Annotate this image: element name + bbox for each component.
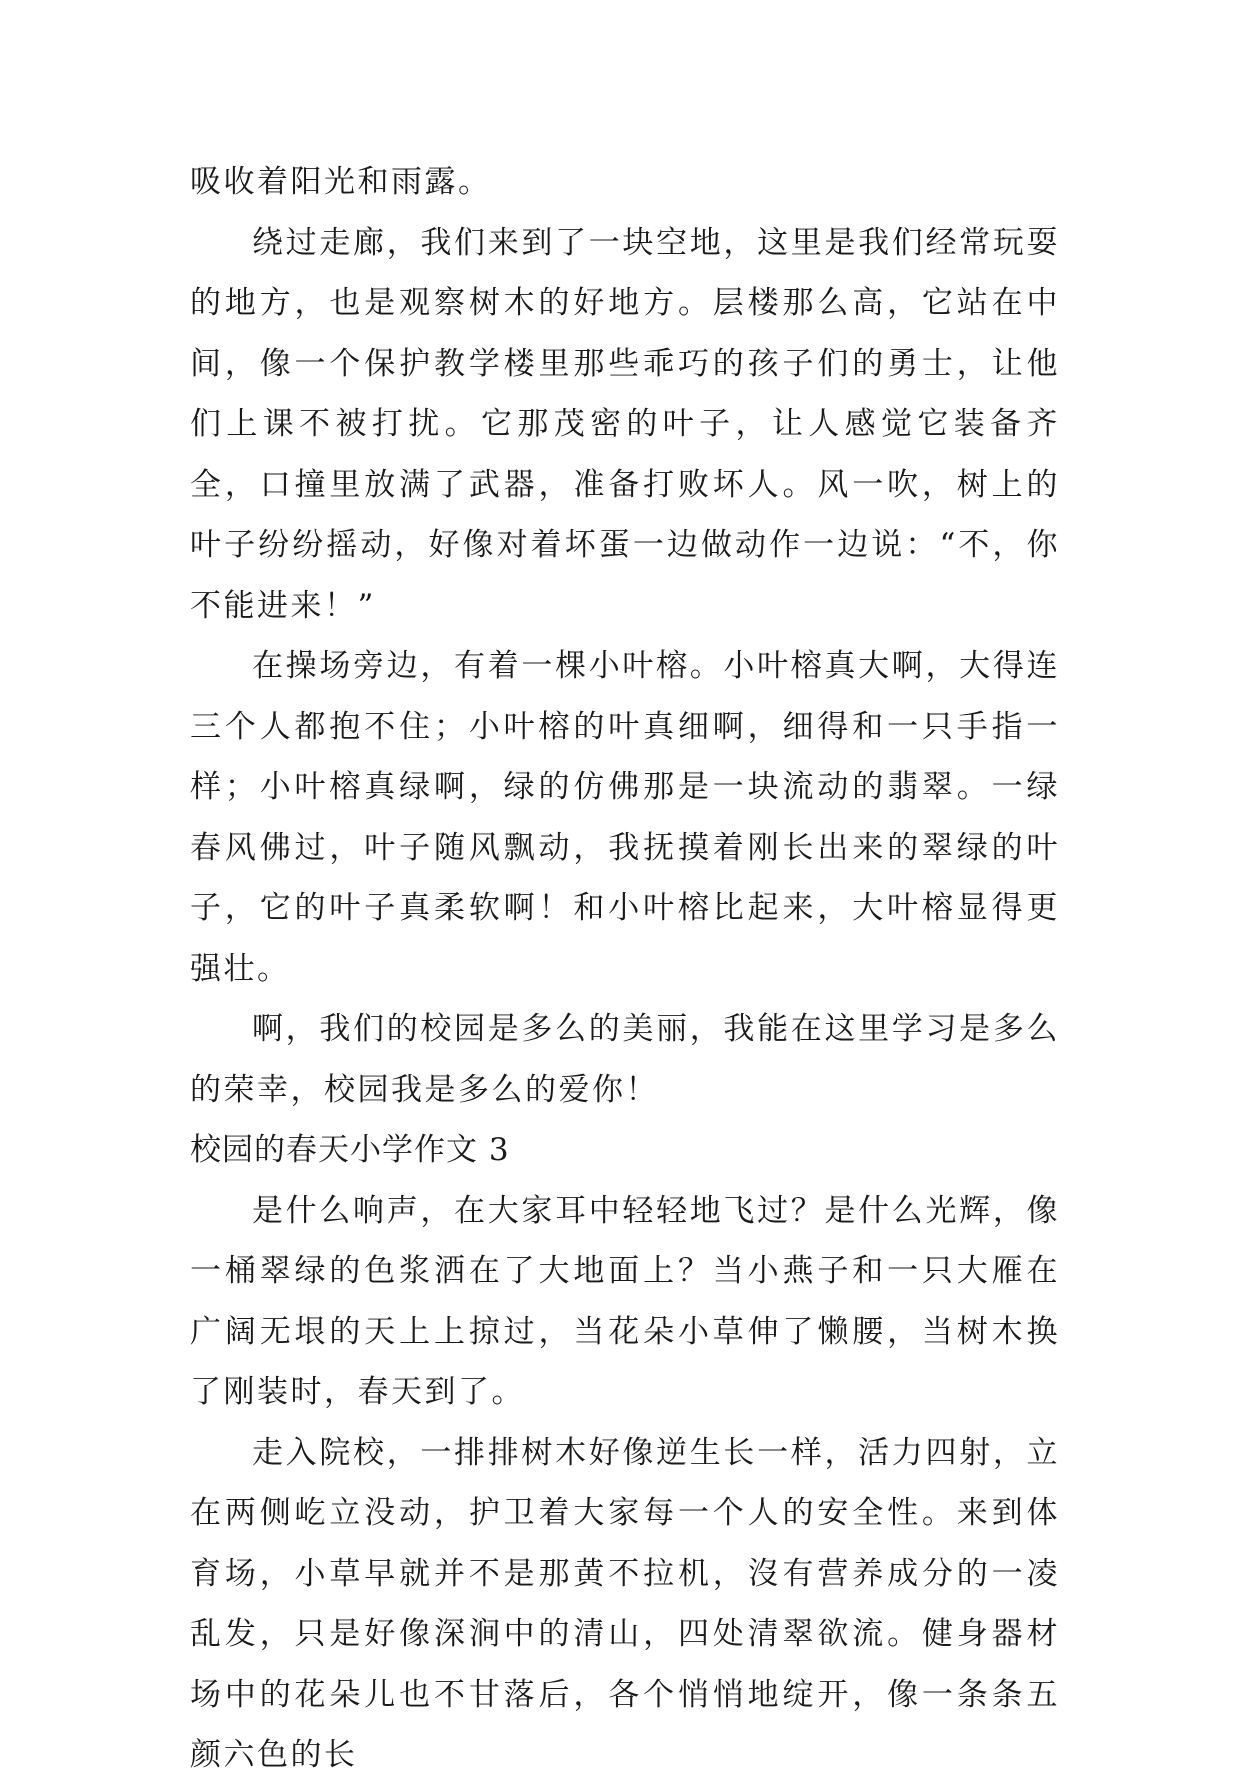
document-body [190,152,1060,1786]
paragraph-spring-arrives: 是什么响声，在大家耳中轻轻地飞过？是什么光辉，像一桶翠绿的色浆洒在了大地面上？当小燕子和一只大雁在广阔无垠的天上上掠过，当花朵小草伸了懒腰，当树木换了刚装时，春天到了。 [190,1192,1060,1410]
paragraph-continuation: 吸收着阳光和雨露。 [190,164,492,200]
paragraph-closing: 啊，我们的校园是多么的美丽，我能在这里学习是多么的荣幸，校园我是多么的爱你！ [190,1011,1060,1108]
paragraph-small-banyan: 在操场旁边，有着一棵小叶榕。小叶榕真大啊，大得连三个人都抱不住；小叶榕的叶真细啊，细得和一只手指一样；小叶榕真绿啊，绿的仿佛那是一块流动的翡翠。一绿春风佛过，叶子随风飘动，我抚摸着刚长出来的翠绿的叶子，它的叶子真柔软啊！和小叶榕比起来，大叶榕显得更强壮。 [190,648,1060,987]
paragraph-walkway: 绕过走廊，我们来到了一块空地，这里是我们经常玩耍的地方，也是观察树木的好地方。层楼那么高，它站在中间，像一个保护教学楼里那些乖巧的孩子们的勇士，让他们上课不被打扰。它那茂密的叶子，让人感觉它装备齐全，口撞里放满了武器，准备打败坏人。风一吹，树上的叶子纷纷摇动，好像对着坏蛋一边做动作一边说：“不，你不能进来！” [190,224,1060,624]
section-heading: 校园的春天小学作文 3 [190,1132,510,1168]
paragraph-entering-school: 走入院校，一排排树木好像逆生长一样，活力四射，立在两侧屹立没动，护卫着大家每一个人的安全性。来到体育场，小草早就并不是那黄不拉机，沒有营养成分的一凌乱发，只是好像深涧中的清山，四处清翠欲流。健身器材场中的花朵儿也不甘落后，各个悄悄地绽开，像一条条五颜六色的长 [190,1434,1060,1773]
